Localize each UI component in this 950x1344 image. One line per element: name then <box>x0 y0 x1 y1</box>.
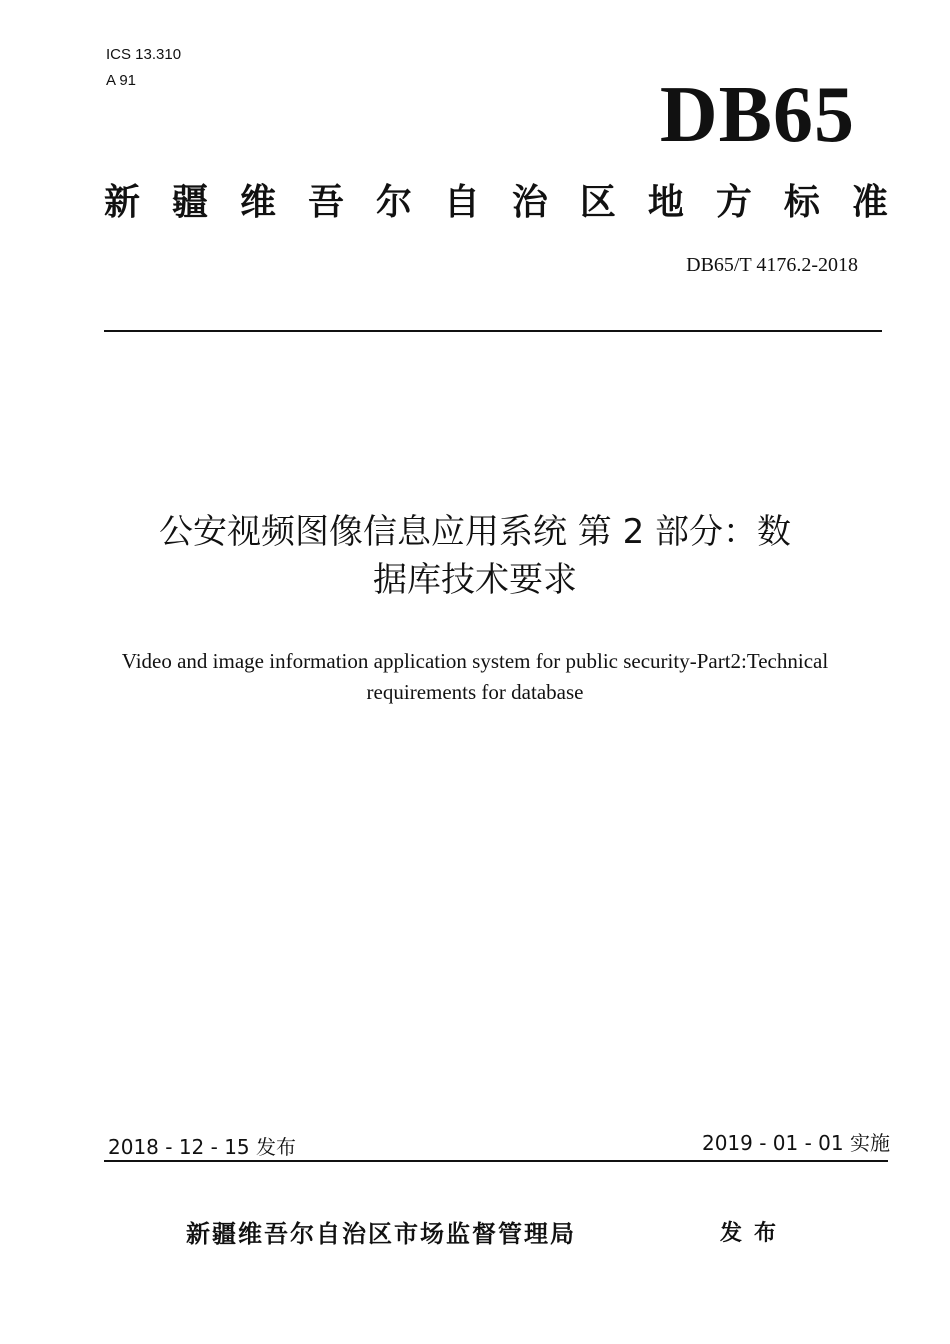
ccs-code: A 91 <box>106 72 137 89</box>
ics-code: ICS 13.310 <box>106 46 182 63</box>
issuing-organization: 新疆维吾尔自治区市场监督管理局 <box>186 1220 576 1248</box>
issue-label: 发布 <box>720 1221 789 1246</box>
standard-type-char: 尔 <box>375 182 412 223</box>
standard-number: DB65/T 4176.2-2018 <box>686 254 858 276</box>
standard-type-char: 地 <box>647 182 684 223</box>
standard-type-char: 区 <box>579 182 616 223</box>
english-title-line: requirements for database <box>366 680 584 704</box>
standard-type-char: 维 <box>239 182 276 223</box>
standard-type-char: 自 <box>443 182 480 223</box>
standard-type-heading <box>104 180 888 226</box>
chinese-title <box>70 508 880 604</box>
publish-date: 2018 - 12 - 15 发布 <box>108 1135 297 1159</box>
header-divider <box>104 330 882 332</box>
standard-type-char: 治 <box>511 182 548 223</box>
standard-type-char: 标 <box>783 182 820 223</box>
implementation-date: 2019 - 01 - 01 实施 <box>701 1131 890 1155</box>
standard-type-char: 吾 <box>307 182 344 223</box>
standard-type-char: 方 <box>715 182 752 223</box>
standard-logo: DB65 <box>659 71 855 159</box>
chinese-title-line: 据库技术要求 <box>373 560 577 600</box>
standard-type-char: 疆 <box>171 182 208 223</box>
chinese-title-line: 公安视频图像信息应用系统 第 2 部分：数 <box>158 512 792 552</box>
english-title <box>60 646 890 708</box>
standard-type-char: 准 <box>851 182 888 223</box>
footer-divider <box>104 1160 888 1162</box>
standard-type-char: 新 <box>104 182 141 223</box>
english-title-line: Video and image information application system for public security-Part2:Technical <box>121 649 829 673</box>
